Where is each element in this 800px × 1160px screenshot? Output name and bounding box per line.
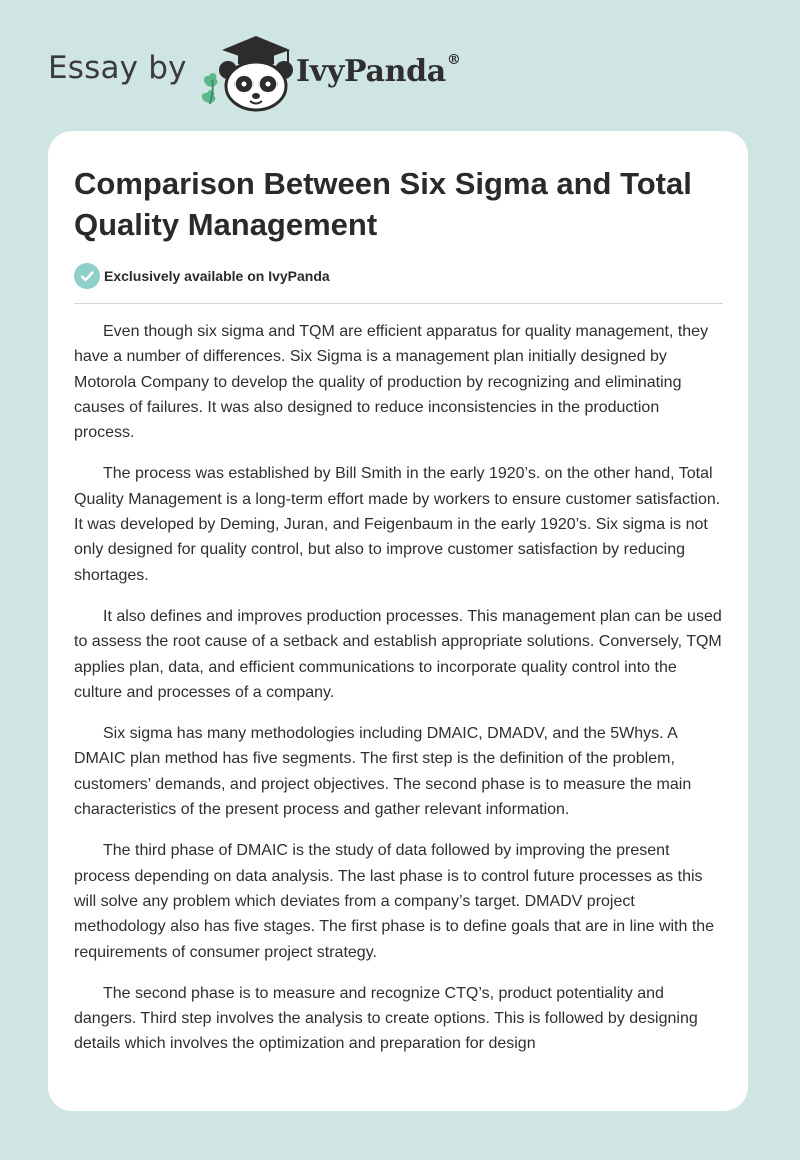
paragraph: The third phase of DMAIC is the study of data followed by improving the present process depending on data analysis. The last phase is to control future processes as this will solve any problem which deviates from a company’s target. DMADV project methodology also has five stages. The first phase is to define goals that are in line with the requirements of consumer project strategy. [74, 842, 715, 961]
paragraph: The second phase is to measure and recognize CTQ’s, product potentiality and dangers. Third step involves the analysis to create options. This is followed by designing details which involves the optimization and preparation for design [74, 984, 698, 1053]
exclusive-label: Exclusively available on IvyPanda [104, 268, 330, 284]
paragraph: It also defines and improves production processes. This management plan can be used to assess the root cause of a setback and establish appropriate solutions. Conversely, TQM applies plan, data, and efficient communications to incorporate quality control into the culture and processes of a company. [74, 607, 722, 701]
page-title: Comparison Between Six Sigma and Total Quality Management [74, 166, 692, 242]
divider [74, 303, 723, 304]
paragraph: Six sigma has many methodologies including DMAIC, DMADV, and the 5Whys. A DMAIC plan method has five segments. The first step is the definition of the problem, customers’ demands, and project objectives. The second phase is to measure the main characteristics of the present process and gather relevant information. [74, 725, 692, 819]
paragraph: The process was established by Bill Smith in the early 1920’s. on the other hand, Total Quality Management is a long-term effort made by workers to ensure customer satisfaction. It was developed by Deming, Juran, and Feigenbaum in the early 1920’s. Six sigma is not only designed for quality control, but also to improve customer satisfaction by reducing shortages. [74, 465, 721, 584]
check-icon [74, 263, 100, 289]
brand-name[interactable]: IvyPanda® [296, 52, 461, 89]
essay-card [48, 131, 748, 1111]
essay-body [74, 319, 724, 1073]
essay-by-label: Essay by [48, 50, 187, 86]
registered-mark: ® [446, 52, 461, 68]
site-header [48, 30, 548, 110]
paragraph: Even though six sigma and TQM are efficient apparatus for quality management, they have a number of differences. Six Sigma is a management plan initially designed by Motorola Company to develop the quality of production by recognizing and eliminating causes of failures. It was also designed to reduce inconsistencies in the production process. [74, 323, 709, 442]
exclusive-badge [74, 263, 330, 289]
panda-logo-icon[interactable] [200, 32, 296, 112]
